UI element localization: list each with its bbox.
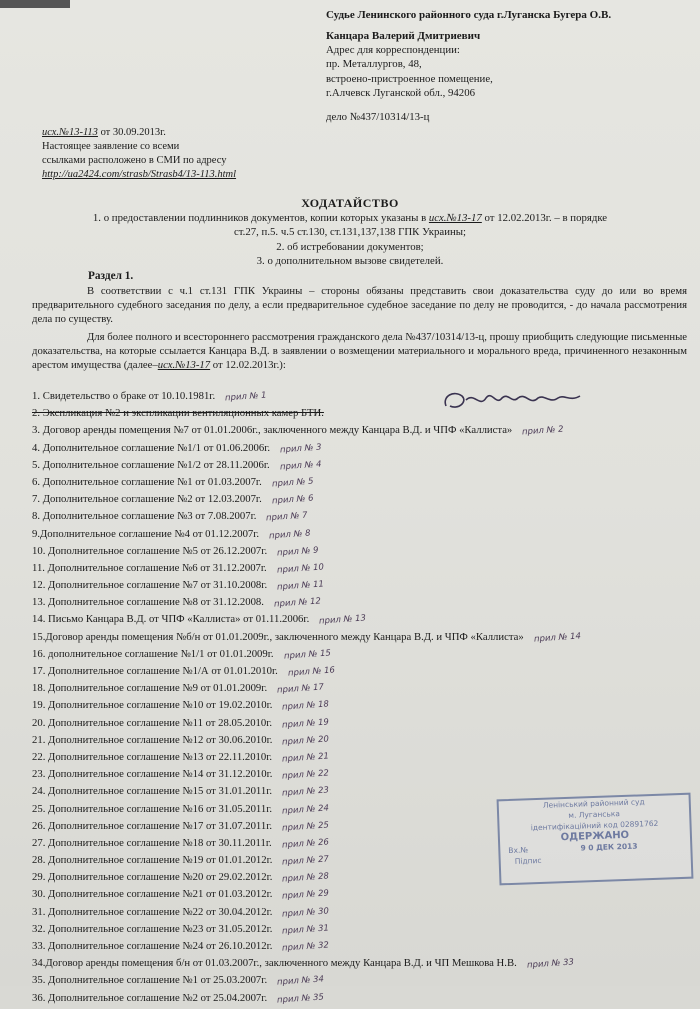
- evidence-item: [32, 491, 692, 508]
- evidence-item-text: 21. Дополнительное соглашение №12 от 30.06.2010г.: [32, 733, 273, 746]
- handwritten-attachment-note: прил № 25: [281, 820, 330, 834]
- handwritten-attachment-note: прил № 35: [276, 991, 325, 1006]
- stamp-id-code: ідентифікаційний код 02891762: [530, 818, 659, 833]
- court-received-stamp: [497, 793, 694, 886]
- evidence-item: [32, 577, 692, 594]
- request-item-3: 3. о дополнительном вызове свидетелей.: [256, 255, 444, 267]
- evidence-item: [32, 388, 692, 405]
- evidence-item: [32, 440, 692, 457]
- evidence-item-text: 23. Дополнительное соглашение №14 от 31.12.2010г.: [32, 768, 273, 781]
- evidence-item: [32, 715, 692, 732]
- handwritten-signature: [440, 386, 590, 418]
- handwritten-attachment-note: прил № 34: [276, 974, 325, 989]
- evidence-item: [32, 955, 692, 972]
- evidence-item-text: 11. Дополнительное соглашение №6 от 31.12.2007г.: [32, 561, 267, 574]
- evidence-item: [32, 646, 692, 663]
- stamp-court-name: Ленінський районний суд: [542, 797, 645, 810]
- stamp-in-row: Вх.№ 9 0 ДЕК 2013: [508, 841, 638, 856]
- evidence-item: [32, 990, 692, 1007]
- evidence-item-text: 7. Дополнительное соглашение №2 от 12.03.2007г.: [32, 493, 262, 506]
- handwritten-attachment-note: прил № 26: [281, 837, 329, 851]
- evidence-item-text: 27. Дополнительное соглашение №18 от 30.11.2011г.: [32, 836, 272, 849]
- outgoing-ref: исх.№13-113 от 30.09.2013г.: [42, 127, 166, 138]
- evidence-item-text: 28. Дополнительное соглашение №19 от 01.01.2012г.: [32, 854, 273, 867]
- evidence-item-text: 20. Дополнительное соглашение №11 от 28.05.2010г.: [32, 716, 273, 729]
- handwritten-attachment-note: прил № 33: [526, 957, 574, 971]
- evidence-item: [32, 972, 692, 989]
- evidence-item: [32, 543, 692, 560]
- evidence-item-text: 33. Дополнительное соглашение №24 от 26.10.2012г.: [32, 940, 273, 952]
- evidence-item-text: 10. Дополнительное соглашение №5 от 26.12.2007г.: [32, 544, 268, 557]
- evidence-item: [32, 904, 692, 921]
- section-title: Раздел 1.: [88, 270, 134, 282]
- address-label: Адрес для корреспонденции:: [326, 44, 460, 56]
- case-number: дело №437/10314/13-ц: [326, 111, 430, 123]
- paragraph-1: В соответствии с ч.1 ст.131 ГПК Украины – стороны обязаны представить свои доказательства суду до или во время предварительного судебного заседания по делу, а если предварительное судебное заседание по делу не проводится, - до начала рассмотрения дела по существу.: [32, 285, 687, 325]
- handwritten-attachment-note: прил № 6: [271, 493, 314, 507]
- evidence-item-text: 1. Свидетельство о браке от 10.10.1981г.: [32, 390, 216, 402]
- evidence-item: [32, 560, 692, 577]
- handwritten-attachment-note: прил № 8: [268, 528, 311, 541]
- handwritten-attachment-note: прил № 13: [318, 613, 367, 628]
- request-item-1: 1. о предоставлении подлинников документов, копии которых указаны в исх.№13-17 от 12.02.2013г. – в порядке: [92, 212, 608, 224]
- evidence-item-text: 22. Дополнительное соглашение №13 от 22.11.2010г.: [32, 750, 273, 763]
- request-item-1-cont: ст.27, п.5. ч.5 ст.130, ст.131,137,138 ГПК Украины;: [233, 226, 467, 238]
- evidence-item-text: 24. Дополнительное соглашение №15 от 31.01.2011г.: [32, 785, 273, 798]
- handwritten-attachment-note: прил № 19: [281, 716, 330, 731]
- handwritten-attachment-note: прил № 21: [281, 751, 330, 765]
- evidence-list: [32, 388, 692, 1007]
- evidence-item-text: 18. Дополнительное соглашение №9 от 01.01.2009г.: [32, 682, 268, 695]
- evidence-item: [32, 629, 692, 646]
- evidence-item-text: 9.Дополнительное соглашение №4 от 01.12.2007г.: [32, 527, 260, 540]
- handwritten-attachment-note: прил № 1: [224, 390, 267, 404]
- handwritten-attachment-note: прил № 10: [276, 562, 324, 576]
- evidence-item-text: 15.Договор аренды помещения №б/н от 01.01.2009г., заключенного между Канцара В.Д. и ЧПФ «Каллиста»: [32, 630, 524, 643]
- address-line-3: г.Алчевск Луганской обл., 94206: [326, 87, 476, 99]
- handwritten-attachment-note: прил № 15: [283, 648, 331, 662]
- outgoing-url: http://ua2424.com/strasb/Strasb4/13-113.html: [42, 169, 237, 180]
- evidence-item-text: 26. Дополнительное соглашение №17 от 31.07.2011г.: [32, 819, 273, 832]
- evidence-item: [32, 457, 692, 474]
- evidence-item-text: 32. Дополнительное соглашение №23 от 31.05.2012г.: [32, 922, 273, 935]
- handwritten-attachment-note: прил № 32: [282, 940, 330, 954]
- request-item-2: 2. об истребовании документов;: [276, 241, 424, 253]
- evidence-item: [32, 732, 692, 749]
- evidence-item: [32, 766, 692, 783]
- evidence-item: [32, 749, 692, 766]
- evidence-item: [32, 405, 692, 422]
- stamp-city: м. Луганська: [568, 809, 621, 820]
- evidence-item-text: 29. Дополнительное соглашение №20 от 29.02.2012г.: [32, 871, 273, 884]
- evidence-item-text: 17. Дополнительное соглашение №1/А от 01.01.2010г.: [32, 665, 278, 677]
- address-line-1: пр. Металлургов, 48,: [326, 58, 422, 70]
- stamp-received: ОДЕРЖАНО: [560, 829, 630, 844]
- evidence-item: [32, 422, 692, 439]
- top-corner-mark: [0, 0, 70, 8]
- evidence-item-text: 5. Дополнительное соглашение №1/2 от 28.11.2006г.: [32, 458, 270, 471]
- evidence-item-text: 16. дополнительное соглашение №1/1 от 01.01.2009г.: [32, 647, 274, 660]
- evidence-item-text: 25. Дополнительное соглашение №16 от 31.05.2011г.: [32, 802, 273, 815]
- paragraph-2: Для более полного и всестороннего рассмотрения гражданского дела №437/10314/13-ц, прошу приобщить следующие письменные доказательства, на которые ссылается Канцара В.Д. в заявлении о возмещении материального и морального вреда, причиненного незаконным арестом имущества (далее–исх.№13-17 от 12.02.2013г.):: [32, 331, 687, 371]
- document-title: ХОДАТАЙСТВО: [301, 196, 399, 210]
- evidence-item-text: 8. Дополнительное соглашение №3 от 7.08.2007г.: [32, 510, 257, 523]
- evidence-item: [32, 508, 692, 525]
- handwritten-attachment-note: прил № 14: [533, 630, 581, 645]
- addressee: Судье Ленинского районного суда г.Луганска Бугера О.В.: [326, 9, 612, 21]
- handwritten-attachment-note: прил № 20: [282, 734, 330, 748]
- evidence-item-text: 34.Договор аренды помещения б/н от 01.03.2007г., заключенного между Канцара В.Д. и ЧП Мешкова Н.В.: [32, 957, 517, 970]
- handwritten-attachment-note: прил № 4: [279, 459, 322, 473]
- address-line-2: встроено-пристроенное помещение,: [326, 73, 493, 85]
- evidence-item-text: 30. Дополнительное соглашение №21 от 01.03.2012г.: [32, 888, 273, 901]
- stamp-sign-label: Підпис: [514, 855, 542, 866]
- handwritten-attachment-note: прил № 11: [276, 579, 325, 593]
- evidence-item-text: 13. Дополнительное соглашение №8 от 31.12.2008.: [32, 596, 264, 609]
- evidence-item-text: 35. Дополнительное соглашение №1 от 25.03.2007г.: [32, 974, 268, 987]
- evidence-item-text: 19. Дополнительное соглашение №10 от 19.02.2010г.: [32, 699, 273, 712]
- evidence-item-text: 2. Экспликация №2 и экспликации вентиляционных камер БТИ.: [32, 407, 324, 420]
- handwritten-attachment-note: прил № 16: [287, 665, 336, 679]
- evidence-item-text: 6. Дополнительное соглашение №1 от 01.03.2007г.: [32, 475, 262, 488]
- evidence-item: [32, 680, 692, 697]
- evidence-item-text: 12. Дополнительное соглашение №7 от 31.10.2008г.: [32, 579, 268, 592]
- handwritten-attachment-note: прил № 18: [282, 699, 330, 714]
- evidence-item: [32, 474, 692, 491]
- handwritten-attachment-note: прил № 30: [282, 905, 330, 920]
- evidence-item: [32, 526, 692, 543]
- evidence-item-text: 3. Договор аренды помещения №7 от 01.01.2006г., заключенного между Канцара В.Д. и ЧПФ «Каллиста»: [32, 424, 513, 437]
- handwritten-attachment-note: прил № 23: [281, 785, 330, 799]
- handwritten-attachment-note: прил № 22: [282, 768, 330, 782]
- handwritten-attachment-note: прил № 2: [521, 424, 565, 438]
- sender-name: Канцара Валерий Дмитриевич: [326, 30, 481, 42]
- handwritten-attachment-note: прил № 3: [279, 442, 322, 456]
- handwritten-attachment-note: прил № 28: [282, 871, 330, 885]
- evidence-item: [32, 886, 692, 903]
- evidence-item: [32, 611, 692, 628]
- handwritten-attachment-note: прил № 31: [282, 923, 330, 937]
- evidence-item: [32, 938, 692, 955]
- handwritten-attachment-note: прил № 27: [282, 854, 330, 868]
- evidence-item-text: 4. Дополнительное соглашение №1/1 от 01.06.2006г.: [32, 441, 271, 454]
- evidence-item-text: 14. Письмо Канцара В.Д. от ЧПФ «Каллиста» от 01.11.2006г.: [32, 613, 310, 626]
- handwritten-attachment-note: прил № 24: [281, 802, 330, 817]
- evidence-item-text: 31. Дополнительное соглашение №22 от 30.04.2012г.: [32, 905, 273, 918]
- handwritten-attachment-note: прил № 7: [266, 510, 309, 524]
- evidence-item: [32, 663, 692, 680]
- handwritten-attachment-note: прил № 9: [276, 545, 319, 559]
- evidence-item-text: 36. Дополнительное соглашение №2 от 25.04.2007г.: [32, 991, 268, 1004]
- evidence-item: [32, 697, 692, 714]
- handwritten-attachment-note: прил № 12: [273, 596, 322, 610]
- handwritten-attachment-note: прил № 29: [282, 888, 330, 903]
- handwritten-attachment-note: прил № 5: [271, 476, 314, 490]
- outgoing-line-2: Настоящее заявление со всеми: [42, 141, 180, 152]
- evidence-item: [32, 921, 692, 938]
- handwritten-attachment-note: прил № 17: [276, 682, 325, 696]
- outgoing-line-3: ссылками расположено в СМИ по адресу: [42, 155, 227, 166]
- evidence-item: [32, 594, 692, 611]
